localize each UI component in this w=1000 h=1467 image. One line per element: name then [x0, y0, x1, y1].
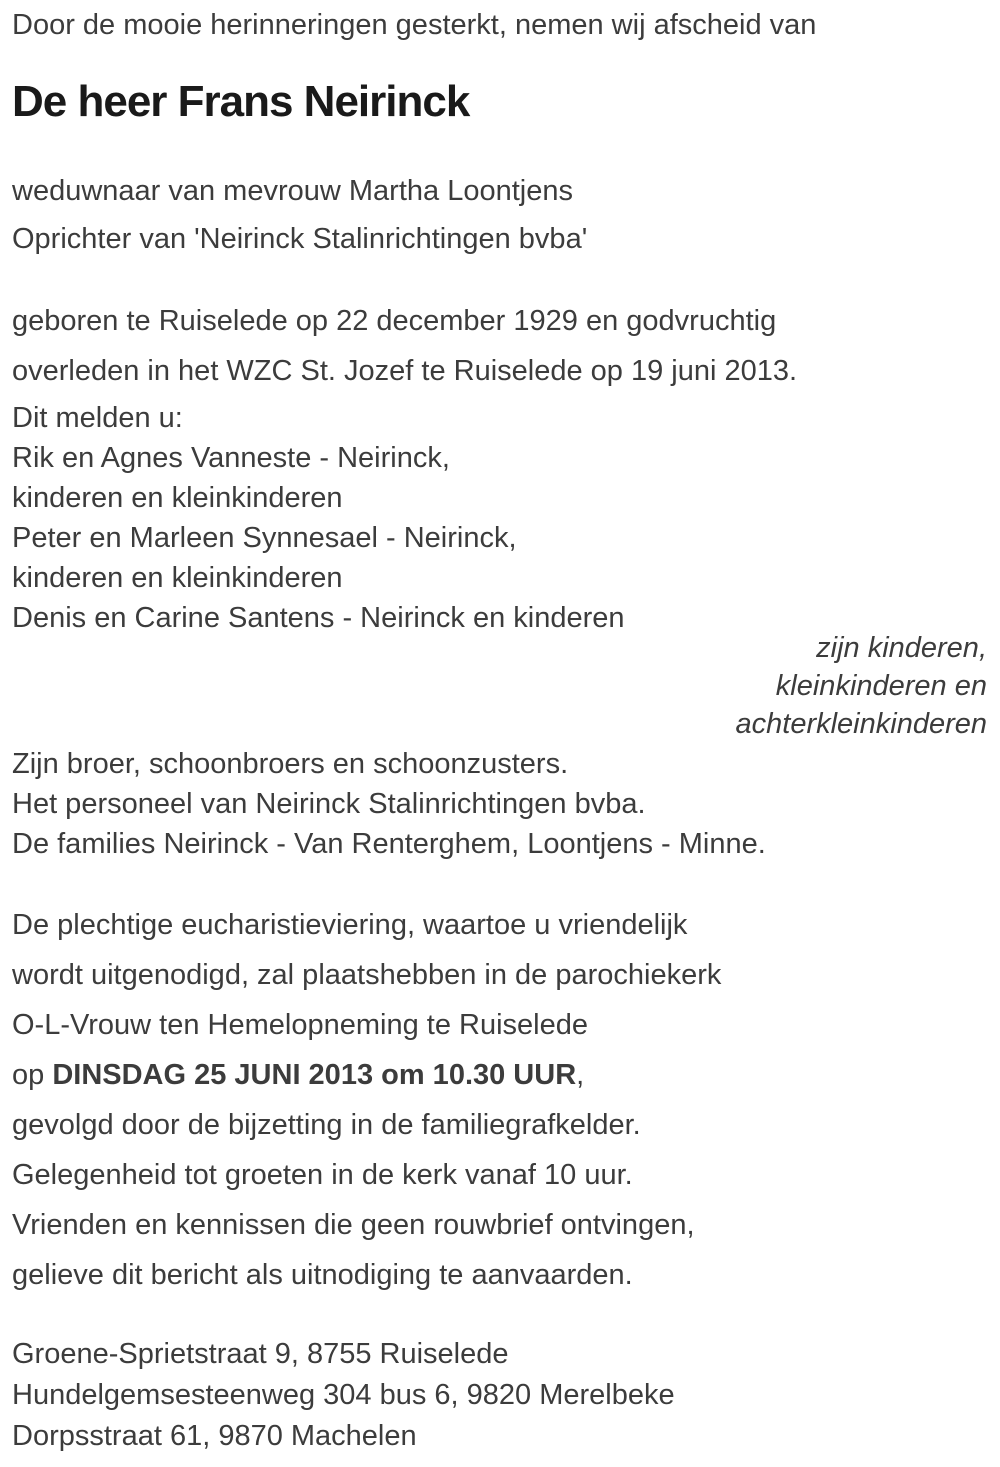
- closing-line: gelieve dit bericht als uitnodiging te aanvaarden.: [12, 1259, 633, 1291]
- service-date-suffix: ,: [576, 1059, 585, 1091]
- announcement-intro-line: Dit melden u:: [12, 402, 183, 434]
- address-line: Groene-Sprietstraat 9, 8755 Ruiselede: [12, 1338, 509, 1370]
- death-line: overleden in het WZC St. Jozef te Ruiselede op 19 juni 2013.: [12, 355, 798, 387]
- service-date-bold: DINSDAG 25 JUNI 2013 om 10.30 UUR: [52, 1059, 577, 1091]
- service-line: wordt uitgenodigd, zal plaatshebben in de parochiekerk: [12, 959, 722, 991]
- closing-line: gevolgd door de bijzetting in de familiegrafkelder.: [12, 1109, 641, 1141]
- life-dates-block: [12, 296, 988, 396]
- family-line: kinderen en kleinkinderen: [12, 482, 343, 514]
- service-block: [12, 900, 988, 1300]
- descendants-line: kleinkinderen en: [775, 670, 987, 702]
- title-block: [12, 74, 988, 130]
- family-line: Rik en Agnes Vanneste - Neirinck,: [12, 442, 450, 474]
- relation-block: [12, 167, 988, 263]
- relatives-block: [12, 744, 988, 864]
- descendants-line: achterkleinkinderen: [735, 708, 987, 740]
- closing-line: Vrienden en kennissen die geen rouwbrief ontvingen,: [12, 1209, 695, 1241]
- relation-line: Oprichter van 'Neirinck Stalinrichtingen bvba': [12, 223, 588, 255]
- service-line: De plechtige eucharistieviering, waartoe u vriendelijk: [12, 909, 688, 941]
- service-date-line: [12, 1050, 988, 1100]
- relatives-line: De families Neirinck - Van Renterghem, Loontjens - Minne.: [12, 828, 766, 860]
- address-line: Hundelgemsesteenweg 304 bus 6, 9820 Merelbeke: [12, 1379, 675, 1411]
- addresses-block: [12, 1334, 988, 1457]
- announcement-block: [12, 398, 988, 638]
- closing-line: Gelegenheid tot groeten in de kerk vanaf 10 uur.: [12, 1159, 633, 1191]
- relation-line: weduwnaar van mevrouw Martha Loontjens: [12, 175, 573, 207]
- descendants-block: [12, 629, 987, 743]
- family-line: Peter en Marleen Synnesael - Neirinck,: [12, 522, 517, 554]
- family-line: Denis en Carine Santens - Neirinck en kinderen: [12, 602, 625, 634]
- descendants-line: zijn kinderen,: [816, 632, 987, 664]
- birth-line: geboren te Ruiselede op 22 december 1929 en godvruchtig: [12, 305, 777, 337]
- intro-block: [12, 7, 988, 43]
- family-line: kinderen en kleinkinderen: [12, 562, 343, 594]
- deceased-name-heading: De heer Frans Neirinck: [12, 77, 470, 126]
- service-line: O-L-Vrouw ten Hemelopneming te Ruiselede: [12, 1009, 588, 1041]
- address-line: Dorpsstraat 61, 9870 Machelen: [12, 1420, 417, 1452]
- relatives-line: Het personeel van Neirinck Stalinrichtingen bvba.: [12, 788, 646, 820]
- relatives-line: Zijn broer, schoonbroers en schoonzusters.: [12, 748, 569, 780]
- intro-line: Door de mooie herinneringen gesterkt, nemen wij afscheid van: [12, 9, 817, 41]
- service-date-prefix: op: [12, 1059, 53, 1091]
